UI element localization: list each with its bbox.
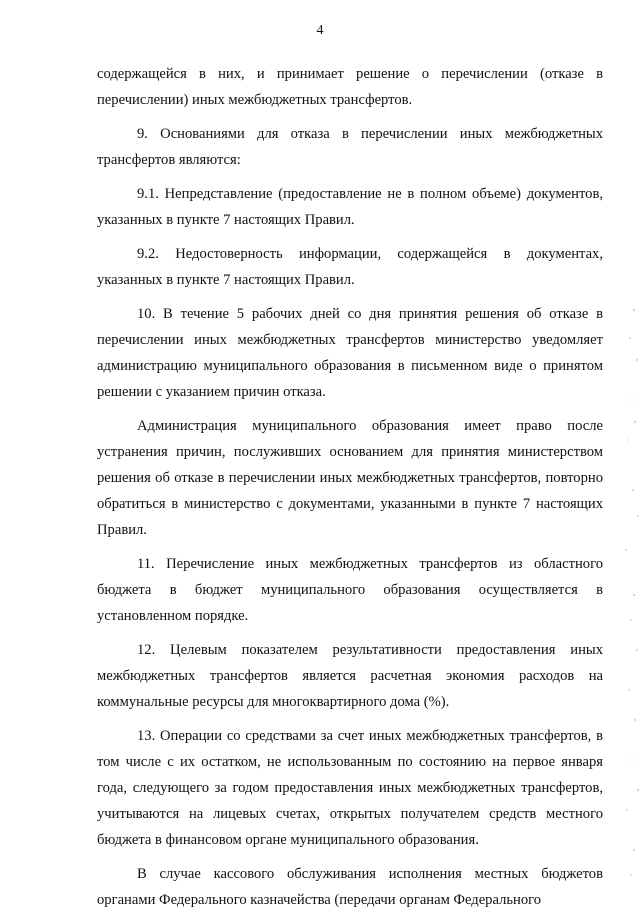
paragraph-item-11: 11. Перечисление иных межбюджетных трансфертов из областного бюджета в бюджет муниципального образования осуществляется в установленном порядке. — [97, 556, 603, 624]
paragraph-continuation: содержащейся в них, и принимает решение о перечислении (отказе в перечислении) иных межбюджетных трансфертов. — [97, 66, 603, 108]
document-body — [97, 61, 603, 921]
paragraph-item-9: 9. Основаниями для отказа в перечислении иных межбюджетных трансфертов являются: — [97, 126, 603, 168]
paragraph-item-13: 13. Операции со средствами за счет иных межбюджетных трансфертов, в том числе с их остатком, не использованным по состоянию на первое января года, следующего за годом предоставления иных межбюджетных трансфертов, учитываются на лицевых счетах, открытых получателем средств местного бюджета в финансовом органе муниципального образования. — [97, 728, 603, 848]
paragraph-administration-right: Администрация муниципального образования имеет право после устранения причин, послуживших основанием для принятия министерством решения об отказе в перечислении иных межбюджетных трансфертов, повторно обратиться в министерство с документами, указанными в пункте 7 настоящих Правил. — [97, 418, 603, 538]
paragraph-item-9-1: 9.1. Непредставление (предоставление не в полном объеме) документов, указанных в пункте 7 настоящих Правил. — [97, 186, 603, 228]
scan-noise — [604, 290, 640, 890]
paragraph-item-12: 12. Целевым показателем результативности предоставления иных межбюджетных трансфертов является расчетная экономия расходов на коммунальные ресурсы для многоквартирного дома (%). — [97, 642, 603, 710]
page-number: 4 — [316, 23, 324, 38]
paragraph-item-9-2: 9.2. Недостоверность информации, содержащейся в документах, указанных в пункте 7 настоящих Правил. — [97, 246, 603, 288]
paragraph-treasury-case: В случае кассового обслуживания исполнения местных бюджетов органами Федерального казначейства (передачи органам Федерального — [97, 866, 603, 908]
paragraph-item-10: 10. В течение 5 рабочих дней со дня принятия решения об отказе в перечислении иных межбюджетных трансфертов министерство уведомляет администрацию муниципального образования в письменном виде о принятом решении с указанием причин отказа. — [97, 306, 603, 400]
